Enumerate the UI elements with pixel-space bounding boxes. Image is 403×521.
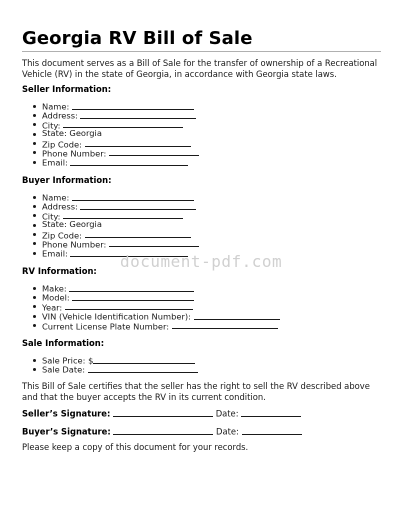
sale-date-field[interactable]: Sale Date: — [42, 364, 198, 373]
rv-year-field[interactable]: Year: — [42, 302, 280, 311]
buyer-signature-field[interactable] — [113, 426, 213, 435]
buyer-date-field[interactable] — [242, 426, 302, 435]
buyer-email-field[interactable]: Email: — [42, 248, 199, 257]
buyer-date-label: Date: — [216, 426, 239, 437]
seller-signature-row — [22, 408, 301, 419]
buyer-signature-label: Buyer’s Signature: — [22, 426, 111, 437]
buyer-fields — [42, 192, 199, 258]
buyer-phone-field[interactable]: Phone Number: — [42, 239, 199, 248]
seller-signature-label: Seller’s Signature: — [22, 408, 111, 419]
seller-city-field[interactable]: City: — [42, 120, 199, 129]
watermark: document-pdf.com — [120, 252, 283, 271]
rv-vin-field[interactable]: VIN (Vehicle Identification Number): — [42, 311, 280, 320]
sale-fields — [42, 355, 198, 374]
rv-heading: RV Information: — [22, 266, 97, 276]
seller-phone-field[interactable]: Phone Number: — [42, 148, 199, 157]
intro-paragraph: This document serves as a Bill of Sale for the transfer of ownership of a Recreational Vehicle (RV) in the state of Georgia, in accordance with Georgia state laws. — [22, 58, 378, 79]
document-title: Georgia RV Bill of Sale — [22, 28, 253, 49]
seller-zip-field[interactable]: Zip Code: — [42, 139, 199, 148]
buyer-signature-row — [22, 426, 302, 437]
certification-paragraph: This Bill of Sale certifies that the seller has the right to sell the RV described above and that the buyer accepts the RV in its current condition. — [22, 381, 370, 402]
seller-date-field[interactable] — [241, 408, 301, 417]
seller-email-field[interactable]: Email: — [42, 157, 199, 166]
seller-heading: Seller Information: — [22, 84, 112, 94]
rv-model-field[interactable]: Model: — [42, 292, 280, 301]
buyer-zip-field[interactable]: Zip Code: — [42, 230, 199, 239]
buyer-city-field[interactable]: City: — [42, 211, 199, 220]
buyer-heading: Buyer Information: — [22, 175, 112, 185]
sale-heading: Sale Information: — [22, 338, 105, 348]
seller-fields — [42, 101, 199, 167]
title-divider — [22, 51, 381, 52]
rv-make-field[interactable]: Make: — [42, 283, 280, 292]
buyer-name-field[interactable]: Name: — [42, 192, 199, 201]
footer-note: Please keep a copy of this document for your records. — [22, 442, 249, 452]
seller-name-field[interactable]: Name: — [42, 101, 199, 110]
buyer-state-field: State: Georgia — [42, 220, 199, 229]
seller-state-field: State: Georgia — [42, 129, 199, 138]
seller-signature-field[interactable] — [113, 408, 213, 417]
seller-date-label: Date: — [215, 408, 239, 419]
seller-address-field[interactable]: Address: — [42, 110, 199, 119]
rv-fields — [42, 283, 280, 330]
sale-price-field[interactable]: Sale Price: $ — [42, 355, 198, 364]
buyer-address-field[interactable]: Address: — [42, 201, 199, 210]
rv-plate-field[interactable]: Current License Plate Number: — [42, 321, 280, 330]
